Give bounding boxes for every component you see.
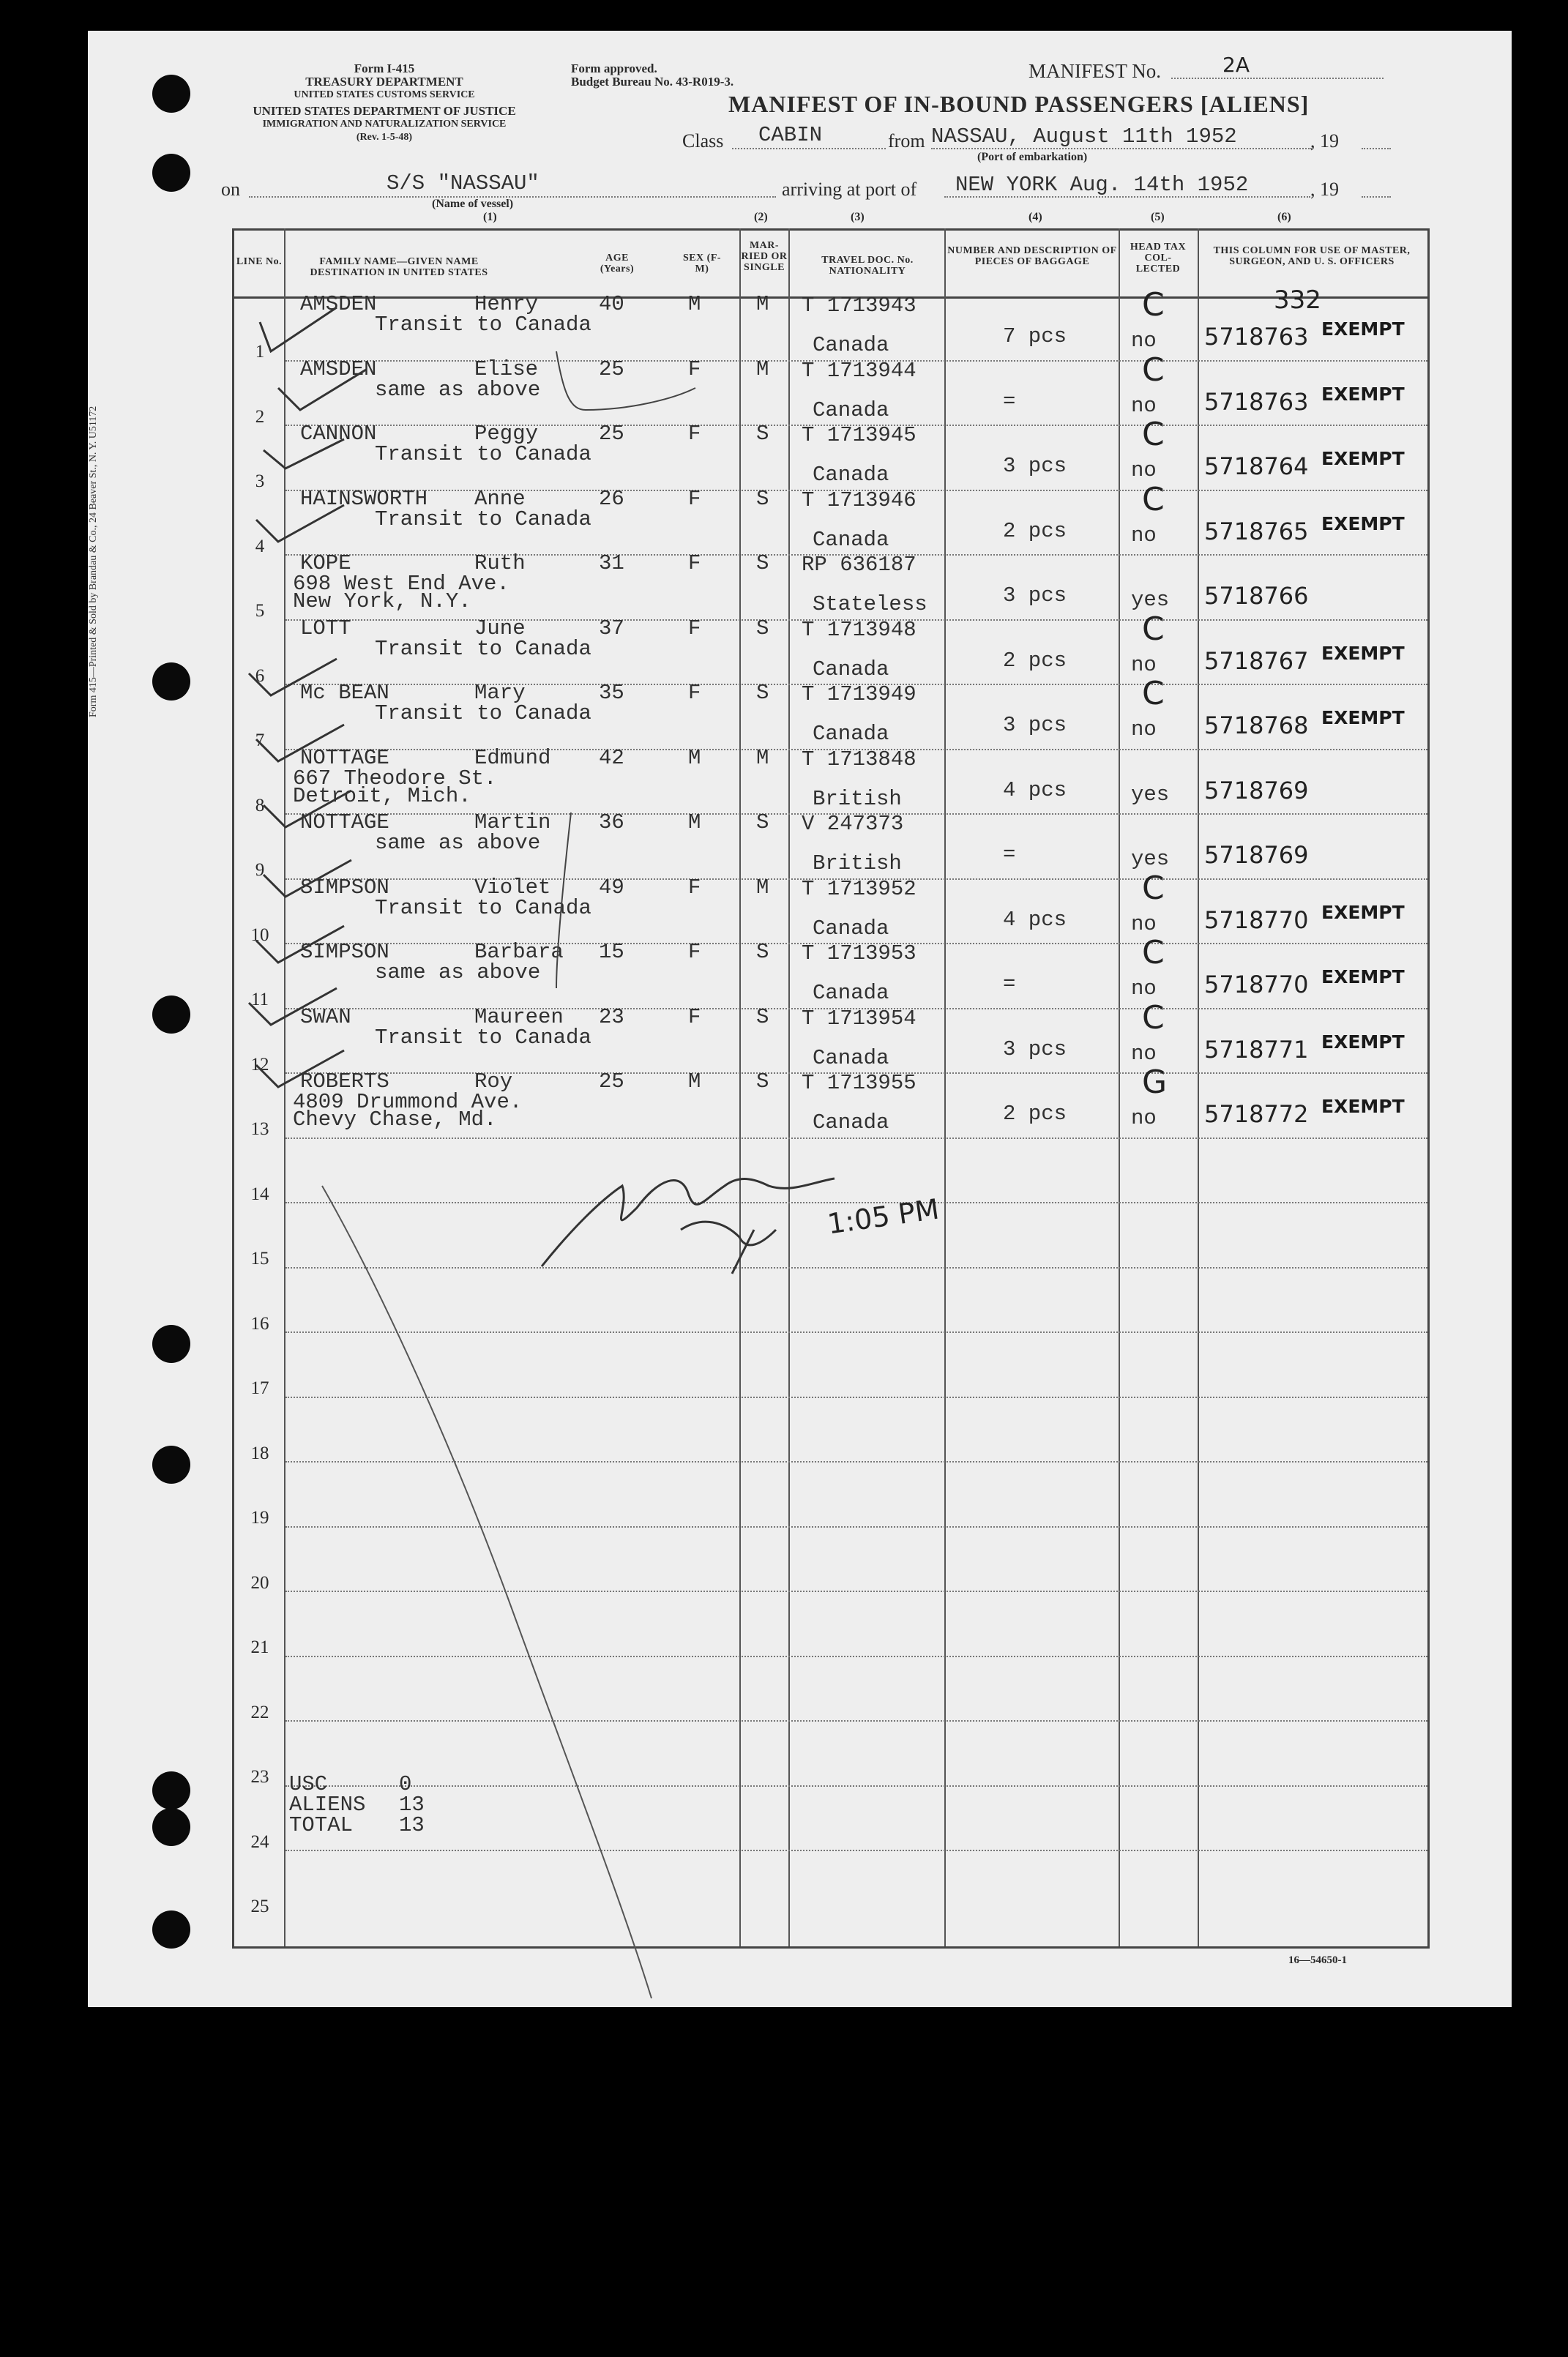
age: 49 (599, 875, 624, 900)
family-name: SIMPSON (300, 940, 389, 964)
head-tax-collected: no (1131, 911, 1157, 936)
family-name: Mc BEAN (300, 681, 389, 705)
exempt-stamp: EXEMPT (1321, 642, 1405, 664)
family-name: NOTTAGE (300, 745, 389, 770)
head-tax-mark: C (1142, 480, 1165, 518)
destination: Transit to Canada (375, 313, 591, 337)
head-tax-collected: no (1131, 652, 1157, 677)
manifest-no-value: 2A (1222, 53, 1250, 77)
line-number: 13 (250, 1119, 269, 1139)
destination: same as above (375, 377, 541, 402)
bracket-mark (556, 351, 695, 410)
exempt-stamp: EXEMPT (1321, 966, 1405, 987)
col-header-name: FAMILY NAME—GIVEN NAME DESTINATION IN UNITED STATES (310, 256, 488, 278)
col-header-age: AGE (Years) (600, 253, 635, 274)
line-number: 14 (250, 1184, 269, 1204)
sex: F (688, 422, 701, 446)
destination: Transit to Canada (375, 442, 591, 466)
head-tax-mark: C (1142, 351, 1165, 389)
baggage: 3 pcs (1003, 583, 1067, 608)
age: 42 (599, 745, 624, 770)
baggage: 2 pcs (1003, 518, 1067, 543)
family-name: NOTTAGE (300, 810, 389, 834)
line-number: 19 (250, 1508, 269, 1528)
col-header-baggage: NUMBER AND DESCRIPTION OF PIECES OF BAGGAGE (947, 245, 1117, 267)
officer-number: 5718772 (1204, 1100, 1309, 1128)
sex: M (688, 1069, 701, 1094)
officer-number: 5718765 (1204, 517, 1309, 545)
family-name: HAINSWORTH (300, 486, 428, 511)
arriving-label: arriving at port of (782, 179, 917, 200)
age: 36 (599, 810, 624, 834)
married-single: S (756, 681, 769, 705)
given-name: Henry (474, 292, 539, 316)
head-tax-collected: no (1131, 458, 1157, 482)
line-number: 23 (250, 1767, 269, 1787)
sex: F (688, 1004, 701, 1029)
nationality: British (813, 851, 902, 875)
travel-doc-no: T 1713952 (802, 876, 916, 901)
head-tax-collected: yes (1131, 847, 1170, 871)
married-single: S (756, 486, 769, 511)
married-single: S (756, 1069, 769, 1094)
line-number: 7 (255, 731, 265, 750)
married-single: S (756, 940, 769, 964)
line-number: 9 (255, 860, 265, 880)
exempt-stamp: EXEMPT (1321, 448, 1405, 469)
head-tax-collected: yes (1131, 782, 1170, 807)
class-label: Class (682, 130, 724, 152)
nationality: Stateless (813, 592, 927, 616)
age: 15 (599, 940, 624, 964)
line-number: 17 (250, 1378, 269, 1398)
travel-doc-no: RP 636187 (802, 553, 916, 577)
exempt-stamp: EXEMPT (1321, 1031, 1405, 1053)
total-label: TOTAL (289, 1813, 354, 1837)
margin-stroke (322, 1186, 652, 1998)
total-value: 0 (399, 1772, 412, 1796)
travel-doc-no: T 1713953 (802, 941, 916, 965)
sex: F (688, 551, 701, 575)
vessel-caption: (Name of vessel) (432, 198, 514, 210)
age: 35 (599, 681, 624, 705)
head-tax-mark: C (1142, 869, 1165, 907)
col-num-1: (1) (483, 211, 497, 223)
total-value: 13 (399, 1793, 425, 1817)
class-value: CABIN (758, 123, 823, 147)
footer-code: 16—54650-1 (1288, 1954, 1347, 1966)
line-number: 25 (250, 1897, 269, 1916)
col-header-travel: TRAVEL DOC. No. NATIONALITY (821, 255, 914, 277)
family-name: ROBERTS (300, 1069, 389, 1094)
baggage: 4 pcs (1003, 777, 1067, 802)
line-number: 21 (250, 1637, 269, 1657)
travel-doc-no: T 1713945 (802, 423, 916, 447)
sex: F (688, 940, 701, 964)
side-imprint: Form 415—Printed & Sold by Brandau & Co., 24 Beaver St., N. Y. U51172 (88, 406, 99, 717)
married-single: S (756, 551, 769, 575)
family-name: CANNON (300, 422, 377, 446)
nationality: British (813, 786, 902, 811)
head-tax-collected: no (1131, 393, 1157, 418)
on-label: on (221, 179, 240, 200)
exempt-stamp: EXEMPT (1321, 901, 1405, 923)
nationality: Canada (813, 981, 889, 1005)
given-name: June (474, 616, 526, 640)
sex: F (688, 681, 701, 705)
married-single: S (756, 810, 769, 834)
destination-line-2: New York, N.Y. (293, 589, 471, 613)
sex: F (688, 486, 701, 511)
officer-number: 5718766 (1204, 582, 1309, 610)
age: 25 (599, 1069, 624, 1094)
travel-doc-no: T 1713948 (802, 617, 916, 642)
married-single: S (756, 616, 769, 640)
officer-number: 5718771 (1204, 1035, 1309, 1064)
officer-number: 5718763 (1204, 323, 1309, 351)
head-tax-collected: no (1131, 1041, 1157, 1066)
nationality: Canada (813, 333, 889, 357)
line-number: 8 (255, 795, 265, 815)
line-number: 2 (255, 406, 265, 427)
officer-number: 5718770 (1204, 905, 1309, 934)
line-number: 1 (255, 342, 265, 362)
destination: Transit to Canada (375, 701, 591, 725)
destination: 4809 Drummond Ave. (293, 1090, 523, 1114)
line-number: 22 (250, 1702, 269, 1722)
destination: Transit to Canada (375, 895, 591, 920)
from-value: NASSAU, August 11th 1952 (931, 124, 1237, 149)
given-name: Elise (474, 356, 539, 381)
given-name: Maureen (474, 1004, 564, 1029)
head-tax-mark: C (1142, 998, 1165, 1036)
travel-doc-no: T 1713946 (802, 488, 916, 512)
col-num-6: (6) (1277, 211, 1291, 223)
baggage: = (1003, 389, 1016, 414)
head-tax-mark: C (1142, 934, 1165, 971)
age: 31 (599, 551, 624, 575)
exempt-stamp: EXEMPT (1321, 383, 1405, 405)
manifest-title: MANIFEST OF IN-BOUND PASSENGERS [ALIENS] (728, 91, 1310, 117)
baggage: 3 pcs (1003, 454, 1067, 478)
age: 40 (599, 292, 624, 316)
given-name: Edmund (474, 745, 551, 770)
travel-doc-no: T 1713955 (802, 1071, 916, 1095)
sex: F (688, 616, 701, 640)
destination: same as above (375, 960, 541, 985)
given-name: Peggy (474, 422, 539, 446)
head-tax-mark: C (1142, 610, 1165, 648)
baggage: = (1003, 972, 1016, 996)
form-block: Form I-415 TREASURY DEPARTMENT UNITED STATES CUSTOMS SERVICE UNITED STATES DEPARTMENT OF JUSTICE IMMIGRATION AND NATURALIZATION SERVICE (Rev. 1-5-48) (253, 61, 516, 143)
given-name: Martin (474, 810, 551, 834)
baggage: 3 pcs (1003, 1036, 1067, 1061)
married-single: M (756, 745, 769, 770)
col-header-sex: SEX (F-M) (682, 253, 722, 274)
married-single: M (756, 292, 769, 316)
travel-doc-no: T 1713848 (802, 747, 916, 772)
line-number: 5 (255, 601, 265, 621)
head-tax-mark: C (1142, 675, 1165, 712)
exempt-stamp: EXEMPT (1321, 1096, 1405, 1117)
total-value: 13 (399, 1813, 425, 1837)
baggage: 7 pcs (1003, 324, 1067, 348)
family-name: SWAN (300, 1004, 351, 1029)
nationality: Canada (813, 657, 889, 681)
year-suffix-2: , 19 (1310, 179, 1339, 200)
age: 23 (599, 1004, 624, 1029)
officer-number: 5718770 (1204, 971, 1309, 998)
line-number: 3 (255, 471, 265, 491)
signature (542, 1178, 835, 1274)
head-tax-collected: no (1131, 1106, 1157, 1130)
col-num-5: (5) (1151, 211, 1165, 223)
total-label: ALIENS (289, 1793, 366, 1817)
head-tax-mark: C (1142, 416, 1165, 453)
line-number: 18 (250, 1443, 269, 1463)
age: 25 (599, 422, 624, 446)
nationality: Canada (813, 397, 889, 422)
age: 26 (599, 486, 624, 511)
baggage: 2 pcs (1003, 648, 1067, 673)
married-single: S (756, 1004, 769, 1029)
baggage: = (1003, 843, 1016, 867)
line-number: 11 (250, 990, 269, 1009)
sex: M (688, 745, 701, 770)
exempt-stamp: EXEMPT (1321, 318, 1405, 340)
col-header-headtax: HEAD TAX COL- LECTED (1130, 242, 1187, 274)
officer-number: 5718763 (1204, 387, 1309, 416)
age: 37 (599, 616, 624, 640)
nationality: Canada (813, 1045, 889, 1070)
officer-number: 5718769 (1204, 841, 1309, 869)
from-label: from (888, 130, 925, 152)
arrival-value: NEW YORK Aug. 14th 1952 (955, 173, 1249, 197)
line-number: 16 (250, 1313, 269, 1334)
travel-doc-no: T 1713949 (802, 682, 916, 706)
officer-number: 5718764 (1204, 452, 1309, 480)
line-number: 4 (255, 536, 265, 556)
col-num-4: (4) (1028, 211, 1042, 223)
col-num-2: (2) (754, 211, 768, 223)
head-tax-collected: no (1131, 329, 1157, 353)
col-header-married: MAR- RIED OR SINGLE (741, 240, 788, 273)
married-single: M (756, 356, 769, 381)
given-name: Violet (474, 875, 551, 900)
sex: F (688, 356, 701, 381)
page-stamp: 332 (1274, 285, 1321, 315)
travel-doc-no: T 1713943 (802, 294, 916, 318)
officer-number: 5718767 (1204, 646, 1309, 675)
approval-block: Form approved. Budget Bureau No. 43-R019-3. (571, 61, 734, 89)
destination-line-2: Detroit, Mich. (293, 783, 471, 808)
line-number: 6 (255, 665, 265, 686)
destination: Transit to Canada (375, 507, 591, 531)
destination: Transit to Canada (375, 1025, 591, 1050)
line-number: 10 (250, 925, 269, 945)
sex: M (688, 292, 701, 316)
family-name: AMSDEN (300, 356, 377, 381)
manifest-no-label: MANIFEST No. (1028, 60, 1162, 82)
line-number: 20 (250, 1572, 269, 1593)
age: 25 (599, 356, 624, 381)
signature-time: 1:05 PM (825, 1192, 941, 1241)
given-name: Mary (474, 681, 526, 705)
baggage: 4 pcs (1003, 907, 1067, 932)
exempt-stamp: EXEMPT (1321, 707, 1405, 728)
col-header-officers: THIS COLUMN FOR USE OF MASTER, SURGEON, AND U. S. OFFICERS (1213, 245, 1411, 267)
total-label: USC (289, 1772, 328, 1796)
destination: Transit to Canada (375, 636, 591, 661)
col-num-3: (3) (851, 211, 865, 223)
destination-line-2: Chevy Chase, Md. (293, 1107, 497, 1132)
destination: 667 Theodore St. (293, 766, 497, 791)
given-name: Roy (474, 1069, 513, 1094)
head-tax-collected: no (1131, 523, 1157, 548)
family-name: LOTT (300, 616, 351, 640)
destination: 698 West End Ave. (293, 572, 509, 596)
nationality: Canada (813, 722, 889, 746)
head-tax-collected: yes (1131, 588, 1170, 612)
sex: F (688, 875, 701, 900)
nationality: Canada (813, 1110, 889, 1135)
baggage: 2 pcs (1003, 1102, 1067, 1126)
given-name: Barbara (474, 940, 564, 964)
destination: same as above (375, 831, 541, 855)
officer-number: 5718768 (1204, 711, 1309, 739)
family-name: AMSDEN (300, 292, 377, 316)
line-number: 15 (250, 1249, 269, 1269)
family-name: SIMPSON (300, 875, 389, 900)
sex: M (688, 810, 701, 834)
travel-doc-no: T 1713944 (802, 358, 916, 383)
nationality: Canada (813, 527, 889, 552)
given-name: Anne (474, 486, 526, 511)
family-name: KOPE (300, 551, 351, 575)
line-number: 12 (250, 1054, 269, 1075)
married-single: M (756, 875, 769, 900)
officer-number: 5718769 (1204, 776, 1309, 804)
head-tax-collected: no (1131, 717, 1157, 742)
travel-doc-no: V 247373 (802, 812, 904, 836)
head-tax-mark: G (1142, 1064, 1168, 1101)
check-marks (249, 307, 366, 1087)
baggage: 3 pcs (1003, 713, 1067, 737)
line-number: 24 (250, 1831, 269, 1852)
year-suffix: , 19 (1310, 130, 1339, 152)
head-tax-collected: no (1131, 976, 1157, 1001)
travel-doc-no: T 1713954 (802, 1006, 916, 1031)
col-header-line: LINE No. (236, 256, 283, 267)
nationality: Canada (813, 463, 889, 487)
bracket-mark (556, 813, 571, 988)
married-single: S (756, 422, 769, 446)
exempt-stamp: EXEMPT (1321, 512, 1405, 534)
port-caption: (Port of embarkation) (977, 151, 1088, 163)
nationality: Canada (813, 916, 889, 941)
given-name: Ruth (474, 551, 526, 575)
head-tax-mark: C (1142, 286, 1165, 324)
vessel-name: S/S "NASSAU" (387, 171, 540, 195)
